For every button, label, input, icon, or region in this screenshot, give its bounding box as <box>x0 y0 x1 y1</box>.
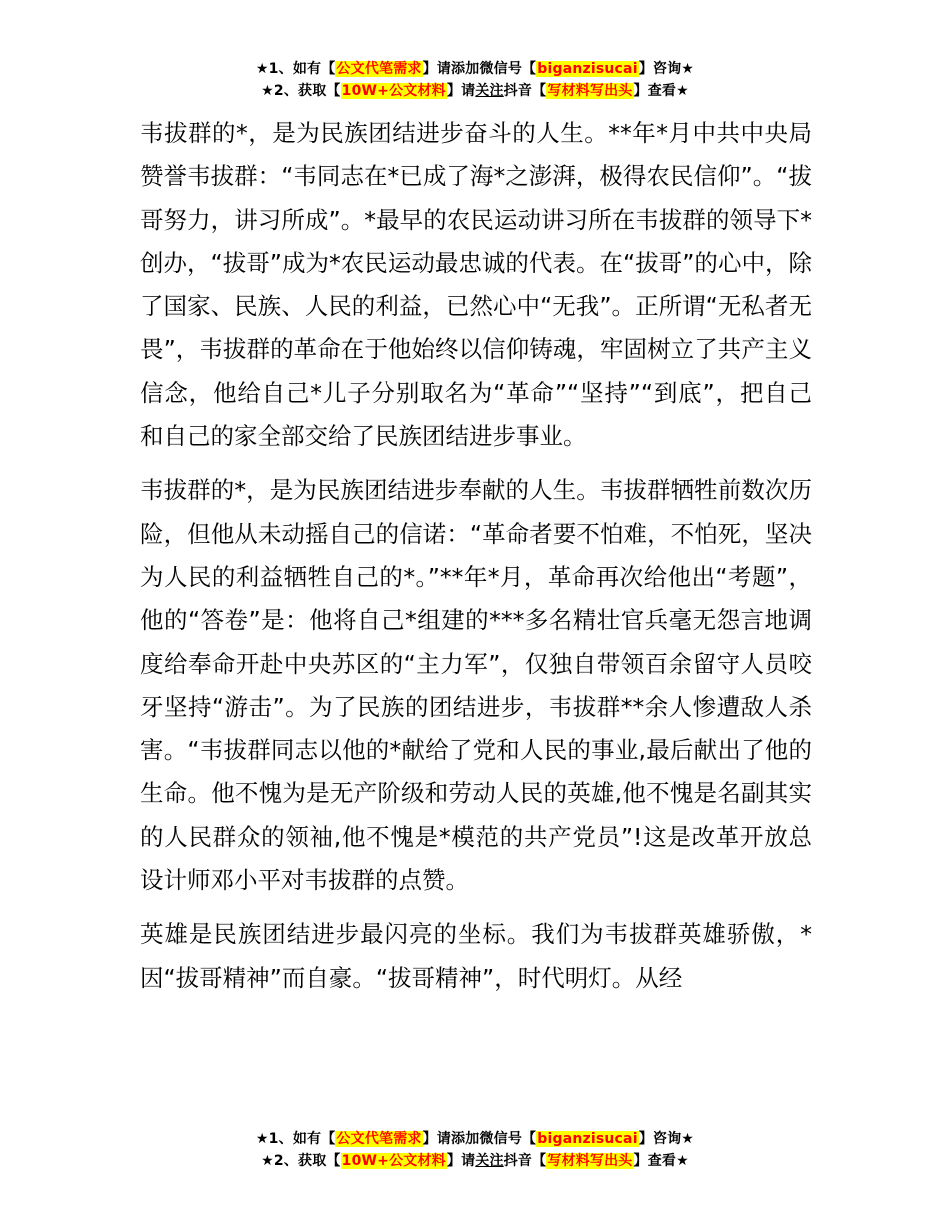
highlight-materials: 10W+公文材料 <box>341 83 446 99</box>
follow-emphasis: 关注 <box>475 1153 504 1169</box>
footer-banner <box>0 1128 950 1172</box>
highlight-service: 公文代笔需求 <box>336 61 422 77</box>
highlight-wechat-id: biganzisucai <box>537 61 638 77</box>
banner-line-1: ★1、如有【公文代笔需求】请添加微信号【biganzisucai】咨询★ <box>255 1131 695 1147</box>
paragraph-2: 韦拔群的*，是为民族团结进步奉献的人生。韦拔群牺牲前数次历险，但他从未动摇自己的信诺：“革命者要不怕难，不怕死，坚决为人民的利益牺牲自己的*。”**年*月，革命再次给他出“考题”，他的“答卷”是：他将自己*组建的***多名精壮官兵毫无怨言地调度给奉命开赴中央苏区的“主力军”，仅独自带领百余留守人员咬牙坚持“游击”。为了民族的团结进步，韦拔群**余人惨遭敌人杀害。“韦拔群同志以他的*献给了党和人民的事业,最后献出了他的生命。他不愧为是无产阶级和劳动人民的英雄,他不愧是名副其实的人民群众的领袖,他不愧是*模范的共产党员”!这是改革开放总设计师邓小平对韦拔群的点赞。 <box>140 476 812 895</box>
document-body <box>140 112 812 1011</box>
highlight-service: 公文代笔需求 <box>336 1131 422 1147</box>
add-emphasis: 添加 <box>451 1131 480 1147</box>
add-emphasis: 添加 <box>451 61 480 77</box>
banner-line-1: ★1、如有【公文代笔需求】请添加微信号【biganzisucai】咨询★ <box>255 61 695 77</box>
paragraph-3: 英雄是民族团结进步最闪亮的坐标。我们为韦拔群英雄骄傲，*因“拔哥精神”而自豪。“拔哥精神”，时代明灯。从经 <box>140 920 812 992</box>
highlight-wechat-id: biganzisucai <box>537 1131 638 1147</box>
highlight-douyin: 写材料写出头 <box>547 1153 633 1169</box>
paragraph-1: 韦拔群的*，是为民族团结进步奋斗的人生。**年*月中共中央局赞誉韦拔群：“韦同志在*已成了海*之澎湃，极得农民信仰”。“拔哥努力，讲习所成”。*最早的农民运动讲习所在韦拔群的领导下*创办，“拔哥”成为*农民运动最忠诚的代表。在“拔哥”的心中，除了国家、民族、人民的利益，已然心中“无我”。正所谓“无私者无畏”，韦拔群的革命在于他始终以信仰铸魂，牢固树立了共产主义信念，他给自己*儿子分别取名为“革命”“坚持”“到底”，把自己和自己的家全部交给了民族团结进步事业。 <box>140 119 812 451</box>
highlight-douyin: 写材料写出头 <box>547 83 633 99</box>
header-banner <box>0 58 950 102</box>
banner-line-2: ★2、获取【10W+公文材料】请关注抖音【写材料写出头】查看★ <box>261 83 689 99</box>
highlight-materials: 10W+公文材料 <box>341 1153 446 1169</box>
banner-line-2: ★2、获取【10W+公文材料】请关注抖音【写材料写出头】查看★ <box>261 1153 689 1169</box>
follow-emphasis: 关注 <box>475 83 504 99</box>
